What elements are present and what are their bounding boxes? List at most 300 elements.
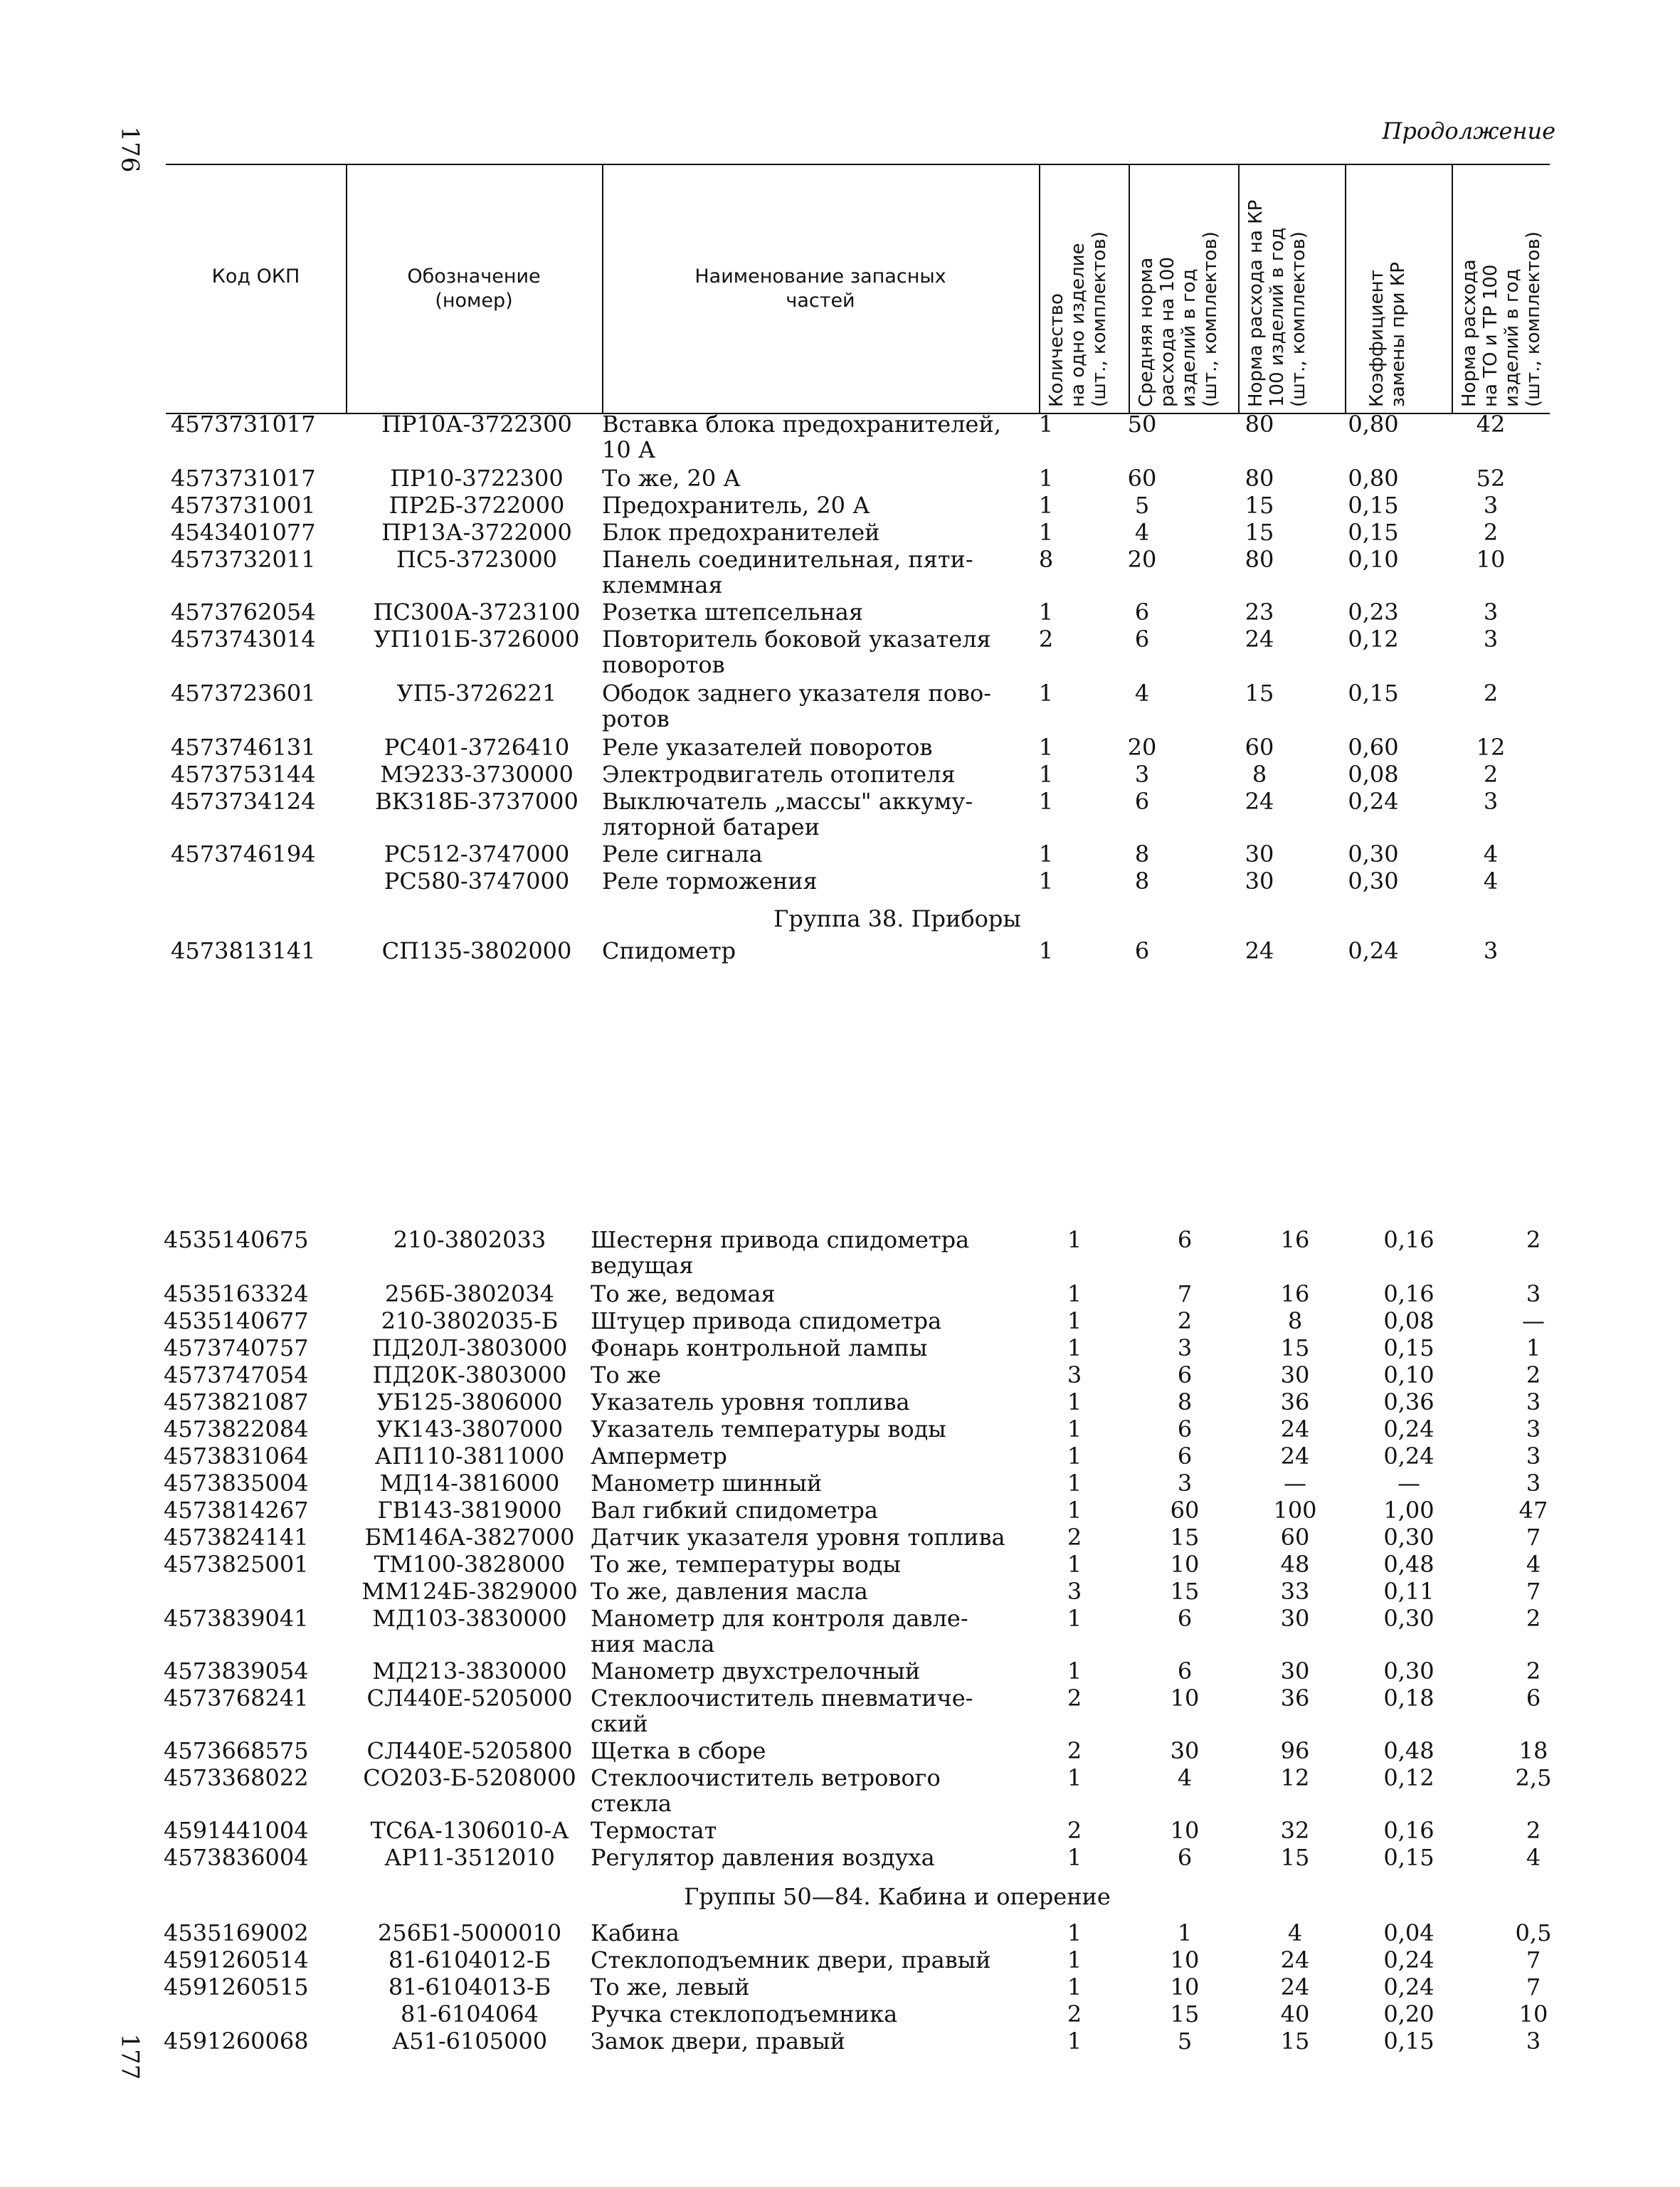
cell-code: 4573746194 (171, 840, 316, 868)
cell-code: 4535140677 (164, 1307, 309, 1334)
cell-kr-norm: 33 (1280, 1578, 1310, 1605)
cell-kr-norm: 30 (1245, 868, 1274, 895)
cell-kr-norm: 32 (1280, 1817, 1310, 1844)
cell-kr-norm: 36 (1280, 1388, 1310, 1416)
cell-to-norm: 7 (1526, 1524, 1541, 1551)
cell-coef: 1,00 (1383, 1497, 1435, 1524)
cell-avg-norm: 20 (1127, 546, 1157, 573)
cell-designation: ТМ100-3828000 (374, 1551, 566, 1578)
cell-kr-norm: 30 (1245, 840, 1274, 868)
header-divider (1238, 164, 1240, 413)
group-50-heading: Группы 50—84. Кабина и оперение (684, 1883, 1111, 1910)
cell-kr-norm: 15 (1245, 680, 1274, 707)
cell-qty: 1 (1038, 465, 1054, 492)
cell-qty: 2 (1067, 2001, 1082, 2028)
cell-coef: 0,12 (1383, 1764, 1435, 1791)
cell-code: 4573836004 (164, 1844, 309, 1871)
cell-qty: 3 (1067, 1361, 1082, 1388)
cell-to-norm: 10 (1518, 2001, 1548, 2028)
cell-designation: АР11-3512010 (384, 1844, 555, 1871)
cell-avg-norm: 60 (1170, 1497, 1200, 1524)
cell-designation: ПД20Л-3803000 (371, 1334, 568, 1361)
cell-avg-norm: 10 (1170, 1817, 1200, 1844)
cell-avg-norm: 2 (1177, 1307, 1193, 1334)
cell-coef: 0,23 (1348, 599, 1399, 626)
cell-designation: УК143-3807000 (376, 1416, 564, 1443)
cell-designation: 81-6104064 (400, 2001, 539, 2028)
cell-avg-norm: 6 (1177, 1844, 1193, 1871)
cell-code: 4535140675 (164, 1226, 309, 1253)
cell-to-norm: 12 (1476, 734, 1506, 761)
cell-to-norm: 2,5 (1515, 1764, 1552, 1791)
cell-name: Реле торможения (602, 868, 818, 895)
cell-kr-norm: 16 (1280, 1226, 1310, 1253)
cell-name: Фонарь контрольной лампы (591, 1334, 928, 1361)
cell-kr-norm: 15 (1280, 2028, 1310, 2055)
cell-avg-norm: 6 (1134, 788, 1150, 815)
cell-designation: ПД20К-3803000 (372, 1361, 567, 1388)
cell-name: Ручка стеклоподъемника (591, 2001, 898, 2028)
cell-name: То же, температуры воды (591, 1551, 901, 1578)
cell-to-norm: 3 (1526, 1388, 1541, 1416)
cell-name: Повторитель боковой указателя поворотов (602, 626, 991, 678)
cell-qty: 8 (1038, 546, 1054, 573)
cell-code: 4573824141 (164, 1524, 309, 1551)
cell-name: Амперметр (591, 1443, 727, 1470)
cell-designation: А51-6105000 (391, 2028, 548, 2055)
page-number-top: 176 (115, 126, 144, 173)
cell-avg-norm: 6 (1177, 1443, 1193, 1470)
cell-designation: МД14-3816000 (379, 1470, 560, 1497)
cell-avg-norm: 15 (1170, 2001, 1200, 2028)
cell-name: То же, давления масла (591, 1578, 868, 1605)
cell-qty: 1 (1038, 492, 1054, 519)
cell-code: 4573731001 (171, 492, 316, 519)
cell-code: 4573668575 (164, 1737, 309, 1764)
cell-kr-norm: 15 (1245, 519, 1274, 546)
cell-coef: — (1398, 1470, 1420, 1497)
cell-to-norm: 4 (1483, 868, 1499, 895)
cell-avg-norm: 20 (1127, 734, 1157, 761)
cell-qty: 1 (1038, 599, 1054, 626)
cell-coef: 0,15 (1348, 680, 1399, 707)
header-divider (1452, 164, 1453, 413)
cell-kr-norm: 30 (1280, 1658, 1310, 1685)
cell-designation: 210-3802033 (393, 1226, 546, 1253)
cell-code: 4573839054 (164, 1658, 309, 1685)
cell-qty: 1 (1067, 1388, 1082, 1416)
cell-kr-norm: 23 (1245, 599, 1274, 626)
cell-code: 4543401077 (171, 519, 316, 546)
cell-avg-norm: 50 (1127, 411, 1157, 438)
cell-code: 4573814267 (164, 1497, 309, 1524)
cell-kr-norm: 24 (1280, 1973, 1310, 2001)
cell-avg-norm: 10 (1170, 1973, 1200, 2001)
cell-coef: 0,15 (1383, 1334, 1435, 1361)
cell-designation: УБ125-3806000 (376, 1388, 563, 1416)
cell-coef: 0,24 (1383, 1416, 1435, 1443)
cell-coef: 0,24 (1383, 1946, 1435, 1973)
cell-code: 4591441004 (164, 1817, 309, 1844)
cell-name: Вал гибкий спидометра (591, 1497, 878, 1524)
cell-to-norm: 2 (1483, 680, 1499, 707)
cell-designation: МД213-3830000 (372, 1658, 567, 1685)
cell-code: 4573734124 (171, 788, 316, 815)
cell-to-norm: 4 (1526, 1844, 1541, 1871)
cell-coef: 0,11 (1383, 1578, 1435, 1605)
cell-name: Выключатель „массы" аккуму- ляторной батареи (602, 788, 973, 840)
cell-to-norm: 7 (1526, 1578, 1541, 1605)
cell-avg-norm: 8 (1177, 1388, 1193, 1416)
cell-coef: 0,15 (1383, 2028, 1435, 2055)
cell-code: 4535169002 (164, 1919, 309, 1946)
cell-avg-norm: 60 (1127, 465, 1157, 492)
cell-coef: 0,12 (1348, 626, 1399, 653)
cell-to-norm: 42 (1476, 411, 1506, 438)
cell-qty: 1 (1067, 1551, 1082, 1578)
group-38-heading: Группа 38. Приборы (773, 905, 1021, 932)
cell-coef: 0,80 (1348, 411, 1399, 438)
cell-designation: УП5-3726221 (396, 680, 557, 707)
continued-label: Продолжение (1382, 117, 1555, 144)
cell-qty: 1 (1038, 788, 1054, 815)
cell-qty: 1 (1067, 1973, 1082, 2001)
cell-coef: 0,15 (1348, 492, 1399, 519)
cell-to-norm: 4 (1483, 840, 1499, 868)
cell-kr-norm: 24 (1280, 1443, 1310, 1470)
cell-qty: 1 (1067, 2028, 1082, 2055)
cell-qty: 1 (1067, 1443, 1082, 1470)
cell-to-norm: 2 (1483, 761, 1499, 788)
cell-qty: 1 (1067, 1844, 1082, 1871)
cell-kr-norm: 24 (1245, 788, 1274, 815)
cell-kr-norm: 30 (1280, 1605, 1310, 1632)
cell-kr-norm: 4 (1287, 1919, 1303, 1946)
cell-avg-norm: 1 (1177, 1919, 1193, 1946)
header-kr-norm: Норма расхода на КР 100 изделий в год (шт., комплектов) (1245, 199, 1309, 407)
cell-qty: 1 (1067, 1334, 1082, 1361)
cell-designation: 256Б-3802034 (385, 1280, 554, 1307)
cell-designation: ПР10А-3722300 (381, 411, 572, 438)
cell-kr-norm: 24 (1280, 1946, 1310, 1973)
cell-code: 4573731017 (171, 465, 316, 492)
cell-name: Блок предохранителей (602, 519, 880, 546)
cell-avg-norm: 6 (1177, 1361, 1193, 1388)
cell-code: 4573732011 (171, 546, 316, 573)
cell-name: Стеклоочиститель ветрового стекла (591, 1764, 941, 1817)
cell-name: Стеклоочиститель пневматиче- ский (591, 1685, 973, 1737)
cell-avg-norm: 10 (1170, 1685, 1200, 1712)
cell-name: Шестерня привода спидометра ведущая (591, 1226, 970, 1279)
cell-name: Предохранитель, 20 А (602, 492, 870, 519)
cell-code: 4573740757 (164, 1334, 309, 1361)
cell-coef: 0,04 (1383, 1919, 1435, 1946)
cell-coef: 0,24 (1383, 1973, 1435, 2001)
cell-kr-norm: 48 (1280, 1551, 1310, 1578)
cell-avg-norm: 6 (1177, 1226, 1193, 1253)
cell-code: 4573743014 (171, 626, 316, 653)
cell-avg-norm: 6 (1177, 1416, 1193, 1443)
cell-qty: 2 (1038, 626, 1054, 653)
cell-avg-norm: 6 (1177, 1605, 1193, 1632)
cell-to-norm: 3 (1526, 1443, 1541, 1470)
cell-name: Датчик указателя уровня топлива (591, 1524, 1005, 1551)
cell-coef: 0,30 (1383, 1524, 1435, 1551)
cell-coef: 0,10 (1383, 1361, 1435, 1388)
cell-qty: 1 (1067, 1497, 1082, 1524)
cell-qty: 2 (1067, 1685, 1082, 1712)
cell-kr-norm: 30 (1280, 1361, 1310, 1388)
header-qty: Количество на одно изделие (шт., комплектов) (1046, 231, 1110, 407)
cell-kr-norm: 80 (1245, 546, 1274, 573)
cell-name: Указатель уровня топлива (591, 1388, 910, 1416)
cell-name: Указатель температуры воды (591, 1416, 946, 1443)
cell-name: То же (591, 1361, 662, 1388)
cell-avg-norm: 7 (1177, 1280, 1193, 1307)
cell-to-norm: — (1522, 1307, 1545, 1334)
cell-qty: 1 (1067, 1470, 1082, 1497)
cell-kr-norm: 12 (1280, 1764, 1310, 1791)
cell-qty: 1 (1038, 734, 1054, 761)
cell-kr-norm: 15 (1245, 492, 1274, 519)
cell-to-norm: 10 (1476, 546, 1506, 573)
cell-designation: ПС5-3723000 (396, 546, 558, 573)
cell-coef: 0,24 (1348, 937, 1399, 964)
cell-qty: 1 (1067, 1280, 1082, 1307)
cell-qty: 1 (1038, 937, 1054, 964)
cell-designation: ПС300А-3723100 (373, 599, 581, 626)
cell-designation: СП135-3802000 (381, 937, 572, 964)
cell-qty: 1 (1038, 411, 1054, 438)
cell-to-norm: 3 (1483, 599, 1499, 626)
cell-code: 4573821087 (164, 1388, 309, 1416)
cell-avg-norm: 8 (1134, 840, 1150, 868)
cell-kr-norm: 80 (1245, 465, 1274, 492)
cell-code: 4535163324 (164, 1280, 309, 1307)
cell-coef: 0,16 (1383, 1280, 1435, 1307)
cell-kr-norm: 24 (1245, 626, 1274, 653)
cell-qty: 1 (1038, 761, 1054, 788)
cell-to-norm: 7 (1526, 1973, 1541, 2001)
cell-kr-norm: 96 (1280, 1737, 1310, 1764)
cell-name: Манометр двухстрелочный (591, 1658, 921, 1685)
cell-designation: ГВ143-3819000 (377, 1497, 562, 1524)
cell-to-norm: 18 (1518, 1737, 1548, 1764)
cell-avg-norm: 4 (1134, 680, 1150, 707)
cell-avg-norm: 6 (1134, 937, 1150, 964)
cell-designation: ТС6А-1306010-А (370, 1817, 569, 1844)
cell-to-norm: 3 (1483, 492, 1499, 519)
page-number-bottom: 177 (115, 2033, 144, 2080)
cell-code: 4573835004 (164, 1470, 309, 1497)
cell-qty: 1 (1067, 1658, 1082, 1685)
cell-coef: 0,16 (1383, 1817, 1435, 1844)
header-divider (1129, 164, 1130, 413)
cell-designation: 210-3802035-Б (381, 1307, 559, 1334)
cell-avg-norm: 10 (1170, 1946, 1200, 1973)
cell-to-norm: 47 (1518, 1497, 1548, 1524)
cell-avg-norm: 4 (1177, 1764, 1193, 1791)
cell-coef: 0,30 (1348, 840, 1399, 868)
cell-to-norm: 3 (1526, 1470, 1541, 1497)
cell-name: Стеклоподъемник двери, правый (591, 1946, 991, 1973)
cell-name: Манометр для контроля давле- ния масла (591, 1605, 968, 1658)
cell-qty: 1 (1067, 1919, 1082, 1946)
header-top-rule (166, 164, 1550, 165)
cell-avg-norm: 5 (1134, 492, 1150, 519)
cell-to-norm: 3 (1483, 788, 1499, 815)
cell-code: 4573747054 (164, 1361, 309, 1388)
cell-coef: 0,20 (1383, 2001, 1435, 2028)
header-to-norm: Норма расхода на ТО и ТР 100 изделий в год (шт., комплектов) (1459, 231, 1544, 407)
cell-coef: 0,24 (1383, 1443, 1435, 1470)
cell-to-norm: 2 (1526, 1361, 1541, 1388)
cell-to-norm: 1 (1526, 1334, 1541, 1361)
header-code: Код ОКП (211, 265, 300, 288)
cell-coef: 0,60 (1348, 734, 1399, 761)
cell-name: То же, левый (591, 1973, 750, 2001)
cell-avg-norm: 15 (1170, 1524, 1200, 1551)
header-coef: Коэффициент замены при КР (1366, 262, 1409, 407)
cell-coef: 0,48 (1383, 1551, 1435, 1578)
cell-kr-norm: 40 (1280, 2001, 1310, 2028)
cell-to-norm: 6 (1526, 1685, 1541, 1712)
cell-avg-norm: 6 (1134, 626, 1150, 653)
cell-to-norm: 2 (1526, 1605, 1541, 1632)
cell-name: Термостат (591, 1817, 717, 1844)
cell-name: Розетка штепсельная (602, 599, 864, 626)
header-divider (1039, 164, 1040, 413)
cell-designation: СЛ440Е-5205000 (366, 1685, 573, 1712)
cell-qty: 2 (1067, 1737, 1082, 1764)
cell-code: 4573746131 (171, 734, 316, 761)
cell-designation: ПР2Б-3722000 (389, 492, 565, 519)
cell-to-norm: 0,5 (1515, 1919, 1552, 1946)
cell-name: Кабина (591, 1919, 680, 1946)
cell-qty: 3 (1067, 1578, 1082, 1605)
header-designation: Обозначение (номер) (407, 265, 541, 312)
cell-avg-norm: 5 (1177, 2028, 1193, 2055)
cell-avg-norm: 3 (1134, 761, 1150, 788)
cell-avg-norm: 3 (1177, 1470, 1193, 1497)
cell-kr-norm: 60 (1280, 1524, 1310, 1551)
cell-designation: 81-6104012-Б (388, 1946, 551, 1973)
cell-qty: 1 (1067, 1416, 1082, 1443)
cell-kr-norm: — (1284, 1470, 1306, 1497)
cell-to-norm: 4 (1526, 1551, 1541, 1578)
cell-to-norm: 7 (1526, 1946, 1541, 1973)
cell-avg-norm: 15 (1170, 1578, 1200, 1605)
cell-avg-norm: 10 (1170, 1551, 1200, 1578)
cell-coef: 0,08 (1383, 1307, 1435, 1334)
cell-coef: 0,80 (1348, 465, 1399, 492)
cell-name: Регулятор давления воздуха (591, 1844, 935, 1871)
cell-name: Реле указателей поворотов (602, 734, 933, 761)
cell-designation: СО203-Б-5208000 (363, 1764, 576, 1791)
cell-to-norm: 3 (1526, 1280, 1541, 1307)
cell-qty: 1 (1038, 868, 1054, 895)
cell-qty: 1 (1067, 1605, 1082, 1632)
cell-name: Вставка блока предохранителей, 10 А (602, 411, 1001, 463)
cell-designation: ВКЗ18Б-3737000 (375, 788, 579, 815)
cell-to-norm: 3 (1526, 2028, 1541, 2055)
cell-coef: 0,30 (1348, 868, 1399, 895)
cell-kr-norm: 15 (1280, 1334, 1310, 1361)
cell-code: 4573762054 (171, 599, 316, 626)
cell-avg-norm: 6 (1134, 599, 1150, 626)
cell-code: 4573825001 (164, 1551, 309, 1578)
cell-code: 4573768241 (164, 1685, 309, 1712)
cell-kr-norm: 8 (1252, 761, 1267, 788)
cell-to-norm: 3 (1526, 1416, 1541, 1443)
cell-coef: 0,18 (1383, 1685, 1435, 1712)
cell-avg-norm: 30 (1170, 1737, 1200, 1764)
cell-coef: 0,48 (1383, 1737, 1435, 1764)
cell-code: 4573831064 (164, 1443, 309, 1470)
cell-designation: УП101Б-3726000 (374, 626, 580, 653)
cell-coef: 0,30 (1383, 1658, 1435, 1685)
cell-to-norm: 2 (1526, 1658, 1541, 1685)
cell-code: 4573723601 (171, 680, 316, 707)
cell-designation: РС580-3747000 (384, 868, 570, 895)
cell-code: 4573368022 (164, 1764, 309, 1791)
cell-qty: 1 (1038, 519, 1054, 546)
cell-name: Электродвигатель отопителя (602, 761, 956, 788)
cell-qty: 1 (1067, 1307, 1082, 1334)
cell-to-norm: 2 (1483, 519, 1499, 546)
cell-name: Замок двери, правый (591, 2028, 845, 2055)
cell-coef: 0,16 (1383, 1226, 1435, 1253)
cell-to-norm: 3 (1483, 937, 1499, 964)
cell-code: 4573731017 (171, 411, 316, 438)
cell-kr-norm: 100 (1273, 1497, 1317, 1524)
cell-name: Штуцер привода спидометра (591, 1307, 942, 1334)
cell-to-norm: 52 (1476, 465, 1506, 492)
cell-code: 4591260068 (164, 2028, 309, 2055)
cell-name: Ободок заднего указателя пово- ротов (602, 680, 992, 732)
cell-coef: 0,30 (1383, 1605, 1435, 1632)
cell-kr-norm: 8 (1287, 1307, 1303, 1334)
cell-qty: 1 (1038, 680, 1054, 707)
cell-designation: РС512-3747000 (384, 840, 570, 868)
cell-designation: 256Б1-5000010 (377, 1919, 562, 1946)
cell-code: 4573813141 (171, 937, 316, 964)
cell-coef: 0,15 (1383, 1844, 1435, 1871)
header-divider (1345, 164, 1346, 413)
cell-name: То же, 20 А (602, 465, 741, 492)
header-avg-norm: Средняя норма расхода на 100 изделий в год (шт., комплектов) (1136, 231, 1221, 407)
cell-designation: МД103-3830000 (372, 1605, 567, 1632)
cell-coef: 0,10 (1348, 546, 1399, 573)
cell-kr-norm: 24 (1280, 1416, 1310, 1443)
cell-designation: МЭ233-3730000 (380, 761, 574, 788)
cell-designation: 81-6104013-Б (388, 1973, 551, 2001)
cell-code: 4573753144 (171, 761, 316, 788)
cell-designation: АП110-3811000 (374, 1443, 565, 1470)
cell-designation: РС401-3726410 (384, 734, 570, 761)
cell-code: 4591260515 (164, 1973, 309, 2001)
cell-avg-norm: 3 (1177, 1334, 1193, 1361)
cell-coef: 0,15 (1348, 519, 1399, 546)
cell-qty: 2 (1067, 1524, 1082, 1551)
cell-qty: 2 (1067, 1817, 1082, 1844)
cell-coef: 0,36 (1383, 1388, 1435, 1416)
cell-kr-norm: 15 (1280, 1844, 1310, 1871)
cell-kr-norm: 16 (1280, 1280, 1310, 1307)
cell-kr-norm: 24 (1245, 937, 1274, 964)
cell-coef: 0,08 (1348, 761, 1399, 788)
cell-qty: 1 (1067, 1946, 1082, 1973)
